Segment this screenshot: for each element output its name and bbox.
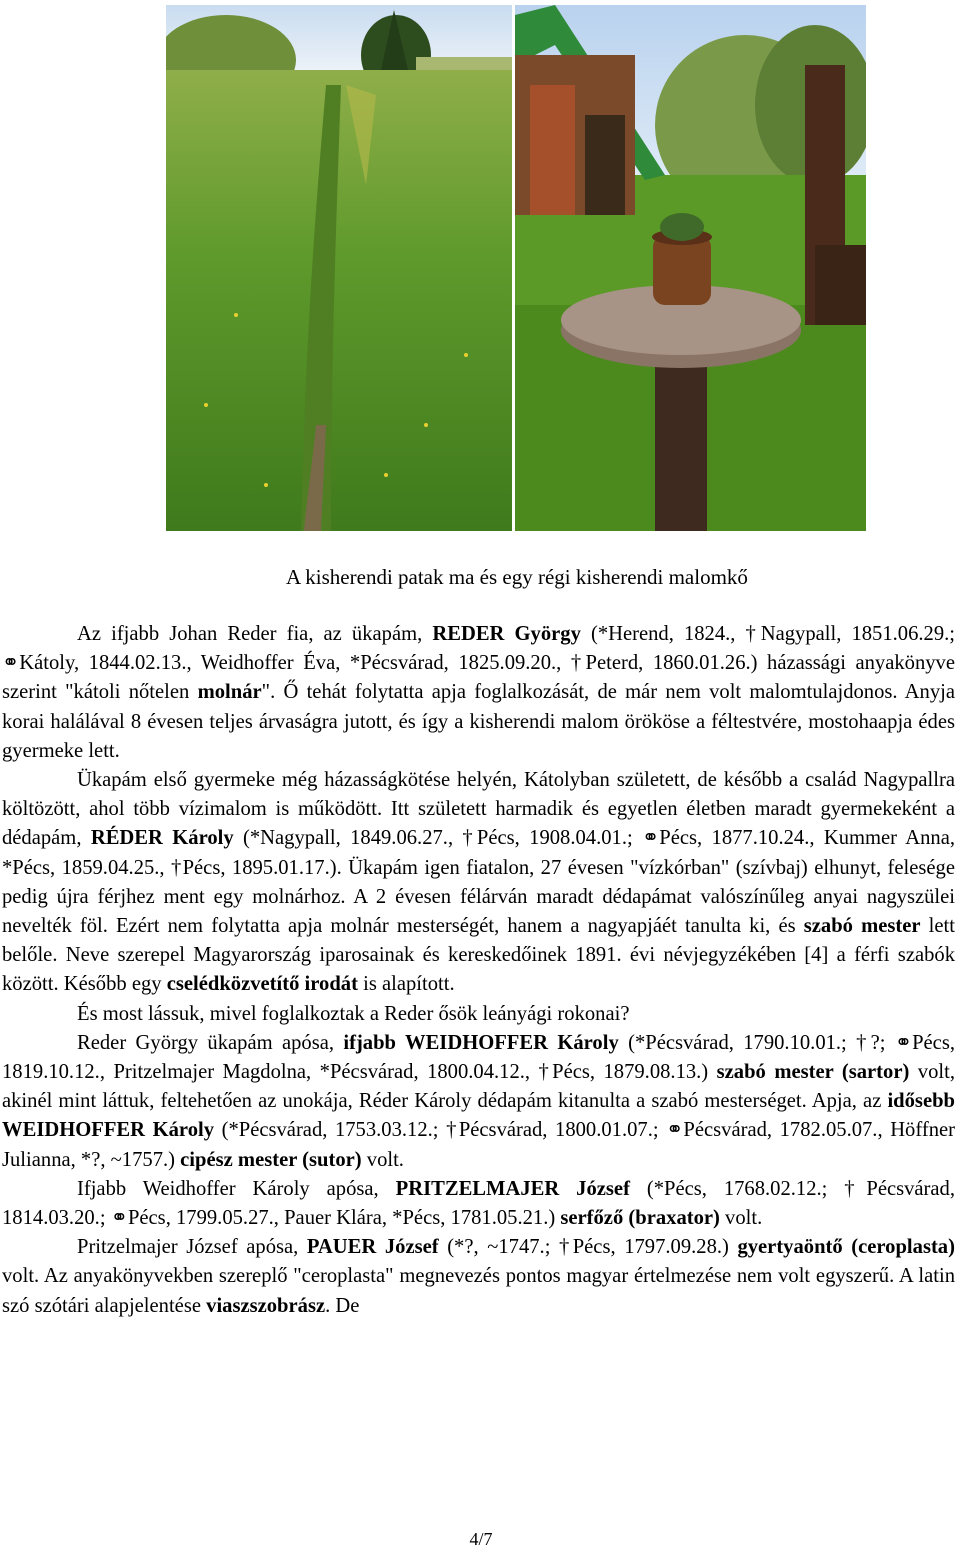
millstone-photo-image [515,5,866,531]
text-run: lett belőle. Neve szerepel Magyarország iparosainak és kereskedőinek 1891. évi névjegyzékében [4] a férfi szabók között. Később egy [2,915,955,996]
text-run: (*Pécsvárad, 1790.10.01.; †?; ⚭Pécs, 1819.10.12., Pritzelmajer Magdolna, *Pécsvárad, 1800.04.12., †Pécs, 1879.08.13.) [2,1031,955,1084]
text-run: . De [325,1294,360,1317]
text-run: (*Pécs, 1768.02.12.; †Pécsvárad, 1814.03.20.; ⚭Pécs, 1799.05.27., Pauer Klára, *Pécs, 1781.05.21.) [2,1177,955,1230]
body-text [2,620,955,1321]
paragraph-3 [2,1000,955,1029]
text-run: (*Pécsvárad, 1753.03.12.; †Pécsvárad, 1800.01.07.; ⚭Pécsvárad, 1782.05.07., Höffner Julianna, *?, ~1757.) [2,1119,955,1171]
text-run: Ükapám első gyermeke még házasságkötése helyén, Kátolyban született, de később a család Nagypallra költözött, ahol több vízimalom is működött. Itt született harmadik és egyetlen életben maradt gyermekeként a dédapám, [2,769,955,850]
text-run: volt. [719,1207,763,1230]
text-run: (*?, ~1747.; †Pécs, 1797.09.28.) [438,1236,738,1259]
paragraph-5 [2,1175,955,1233]
bold-term: serfőző (braxator) [560,1207,720,1230]
figure-caption: A kisherendi patak ma és egy régi kisherendi malomkő [286,565,748,589]
text-run: Pritzelmajer József apósa, [77,1236,307,1259]
bold-name: ifjabb WEIDHOFFER Károly [343,1031,619,1054]
text-run: (*Nagypall, 1849.06.27., †Pécs, 1908.04.01.; ⚭Pécs, 1877.10.24., Kummer Anna, *Pécs, 1859.04.25., †Pécs, 1895.01.17.). Ükapám igen fiatalon, 27 évesen "vízkórban" (szívbaj) elhunyt, felesége pedig újra férjhez ment egy molnárhoz. A 2 évesen félárván maradt dédapámat valószínűleg anyai nagyszülei nevelték föl. Ezért nem folytatta apja molnár mesterségét, hanem a nagyapjáét tanulta ki, és [2,827,955,938]
text-run: volt, akinél mint láttuk, feltehetően az unokája, Réder Károly dédapám kitanulta a szabó mesterséget. Apja, az [2,1061,955,1113]
text-run: volt. Az anyakönyvekben szereplő "ceroplasta" megnevezés pontos magyar értelmezése nem volt egyszerű. A latin szó szótári alapjelentése [2,1265,955,1317]
text-run: (*Herend, 1824., †Nagypall, 1851.06.29.; ⚭Kátoly, 1844.02.13., Weidhoffer Éva, *Pécsvárad, 1825.09.20., †Peterd, 1860.01.26.) házassági anyakönyve szerint "kátoli nőtelen [2,623,956,704]
text-run: volt. [361,1148,404,1171]
bold-term: cselédközvetítő irodát [166,973,358,996]
bold-term: szabó mester [803,915,921,938]
paragraph-1 [2,620,955,766]
stream-photo-image [166,5,512,531]
paragraph-6 [2,1233,955,1321]
text-run: is alapított. [357,973,455,996]
bold-term: cipész mester (sutor) [180,1148,362,1171]
bold-term: molnár [197,681,262,704]
page-number: 4/7 [469,1529,493,1549]
bold-name: REDER György [432,623,581,645]
millstone-photo [515,5,866,531]
photo-pair [166,5,866,531]
stream-photo [166,5,512,531]
text-run: Reder György ükapám apósa, [77,1031,344,1054]
text-run: ". Ő tehát folytatta apja foglalkozását, de már nem volt malomtulajdonos. Anyja korai halálával 8 évesen teljes árvaságra jutott, és így a kisherendi malom örököse a féltestvére, mostohaapja édes gyermeke lett. [2,681,955,762]
text-run: És most lássuk, mivel foglalkoztak a Reder ősök leányági rokonai? [77,1002,630,1025]
bold-name: PAUER József [306,1236,439,1259]
bold-term: szabó mester (sartor) [716,1061,910,1084]
bold-term: viaszszobrász [206,1294,326,1317]
bold-term: gyertyaöntő (ceroplasta) [737,1236,955,1259]
bold-name: RÉDER Károly [90,827,234,850]
bold-name: PRITZELMAJER József [395,1177,630,1200]
paragraph-4 [2,1029,955,1175]
text-run: Az ifjabb Johan Reder fia, az ükapám, [77,623,433,645]
text-run: Ifjabb Weidhoffer Károly apósa, [77,1177,396,1200]
bold-name: idősebb WEIDHOFFER Károly [2,1090,955,1142]
paragraph-2 [2,766,955,1000]
